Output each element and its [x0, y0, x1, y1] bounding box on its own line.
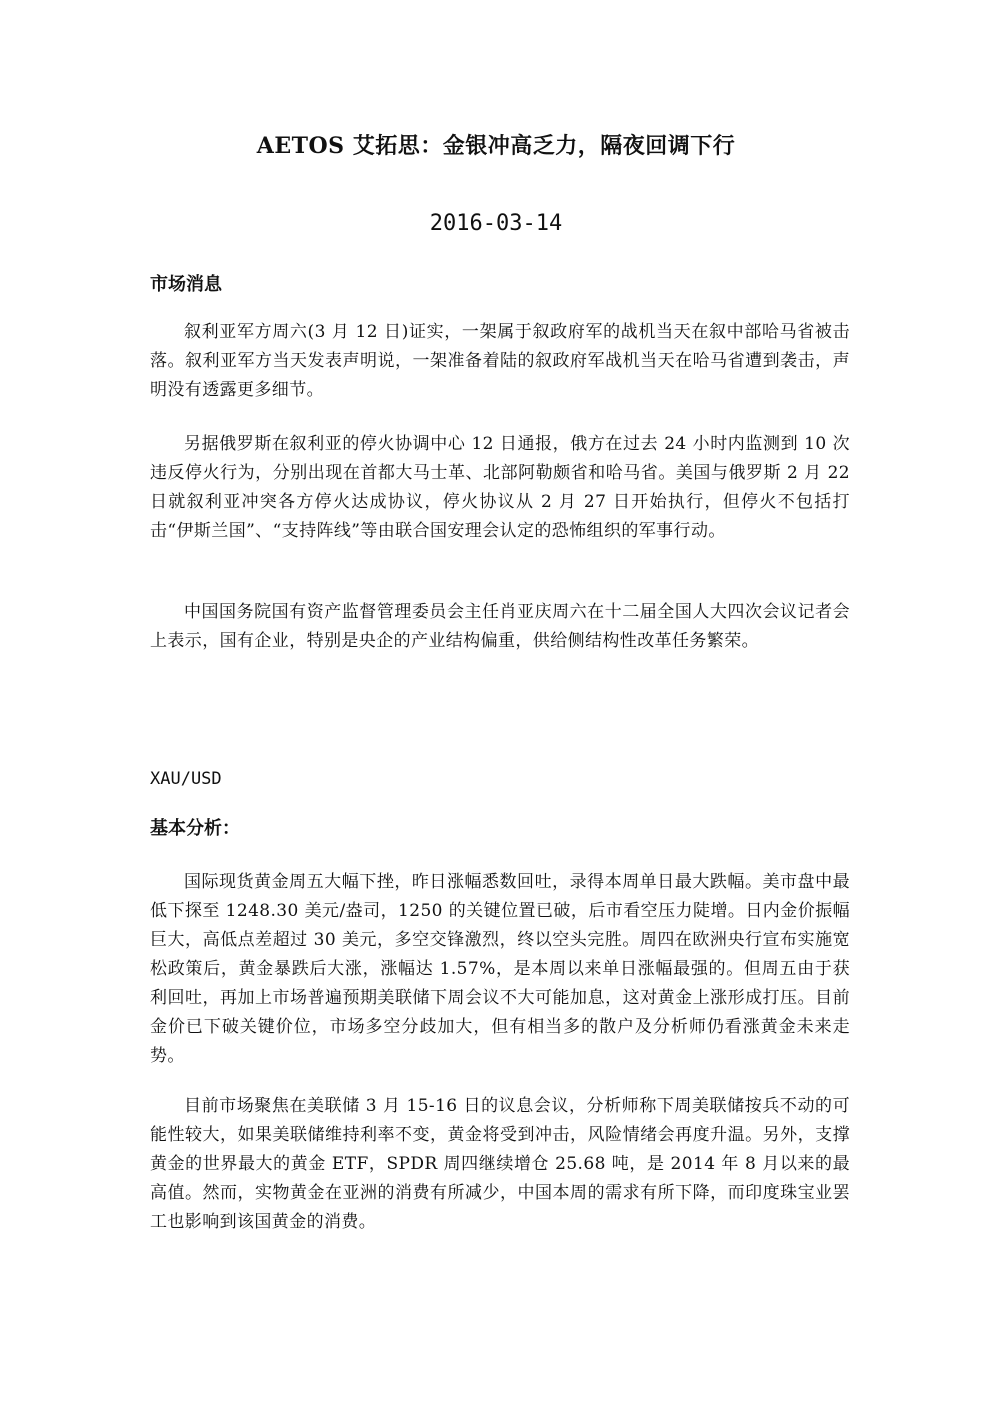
paragraph-text: 中国国务院国有资产监督管理委员会主任肖亚庆周六在十二届全国人大四次会议记者会上表示，国有企业，特别是央企的产业结构偏重，供给侧结构性改革任务繁荣。 — [150, 602, 850, 651]
document-date: 2016-03-14 — [429, 211, 563, 236]
paragraph-text: 叙利亚军方周六(3 月 12 日)证实，一架属于叙政府军的战机当天在叙中部哈马省被击落。叙利亚军方当天发表声明说，一架准备着陆的叙政府军战机当天在哈马省遭到袭击，声明没有透露更多细节。 — [150, 322, 850, 400]
fundamental-analysis-heading-section — [150, 814, 850, 844]
paragraph-text: 另据俄罗斯在叙利亚的停火协调中心 12 日通报，俄方在过去 24 小时内监测到 10 次违反停火行为，分别出现在首都大马士革、北部阿勒颇省和哈马省。美国与俄罗斯 2 月 22 日就叙利亚冲突各方停火达成协议，停火协议从 2 月 27 日开始执行，但停火不包括打击“伊斯兰国”、“支持阵线”等由联合国安理会认定的恐怖组织的军事行动。 — [150, 434, 850, 541]
paragraph-text: 目前市场聚焦在美联储 3 月 15-16 日的议息会议，分析师称下周美联储按兵不动的可能性较大，如果美联储维持利率不变，黄金将受到冲击，风险情绪会再度升温。另外，支撑黄金的世界最大的黄金 ETF，SPDR 周四继续增仓 25.68 吨，是 2014 年 8 月以来的最高值。然而，实物黄金在亚洲的消费有所减少，中国本周的需求有所下降，而印度珠宝业罢工也影响到该国黄金的消费。 — [150, 1096, 850, 1232]
paragraph-text: 国际现货黄金周五大幅下挫，昨日涨幅悉数回吐，录得本周单日最大跌幅。美市盘中最低下探至 1248.30 美元/盎司，1250 的关键位置已破，后市看空压力陡增。日内金价振幅巨大，高低点差超过 30 美元，多空交锋激烈，终以空头完胜。周四在欧洲央行宣布实施宽松政策后，黄金暴跌后大涨，涨幅达 1.57%，是本周以来单日涨幅最强的。但周五由于获利回吐，再加上市场普遍预期美联储下周会议不大可能加息，这对黄金上涨形成打压。目前金价已下破关键价位，市场多空分歧加大，但有相当多的散户及分析师仍看涨黄金未来走势。 — [150, 872, 850, 1066]
market-news-section — [150, 270, 850, 300]
market-news-paragraph-1 — [150, 318, 850, 405]
market-news-paragraph-3 — [150, 598, 850, 656]
xau-paragraph-1 — [150, 868, 850, 1071]
market-news-heading: 市场消息 — [150, 274, 222, 295]
market-news-paragraph-2 — [150, 430, 850, 546]
xau-symbol-label: XAU/USD — [150, 769, 222, 789]
xau-symbol-section — [150, 764, 850, 794]
fundamental-analysis-heading: 基本分析： — [150, 818, 240, 839]
document-title: AETOS 艾拓思：金银冲高乏力，隔夜回调下行 — [256, 133, 736, 159]
xau-paragraph-2 — [150, 1092, 850, 1237]
